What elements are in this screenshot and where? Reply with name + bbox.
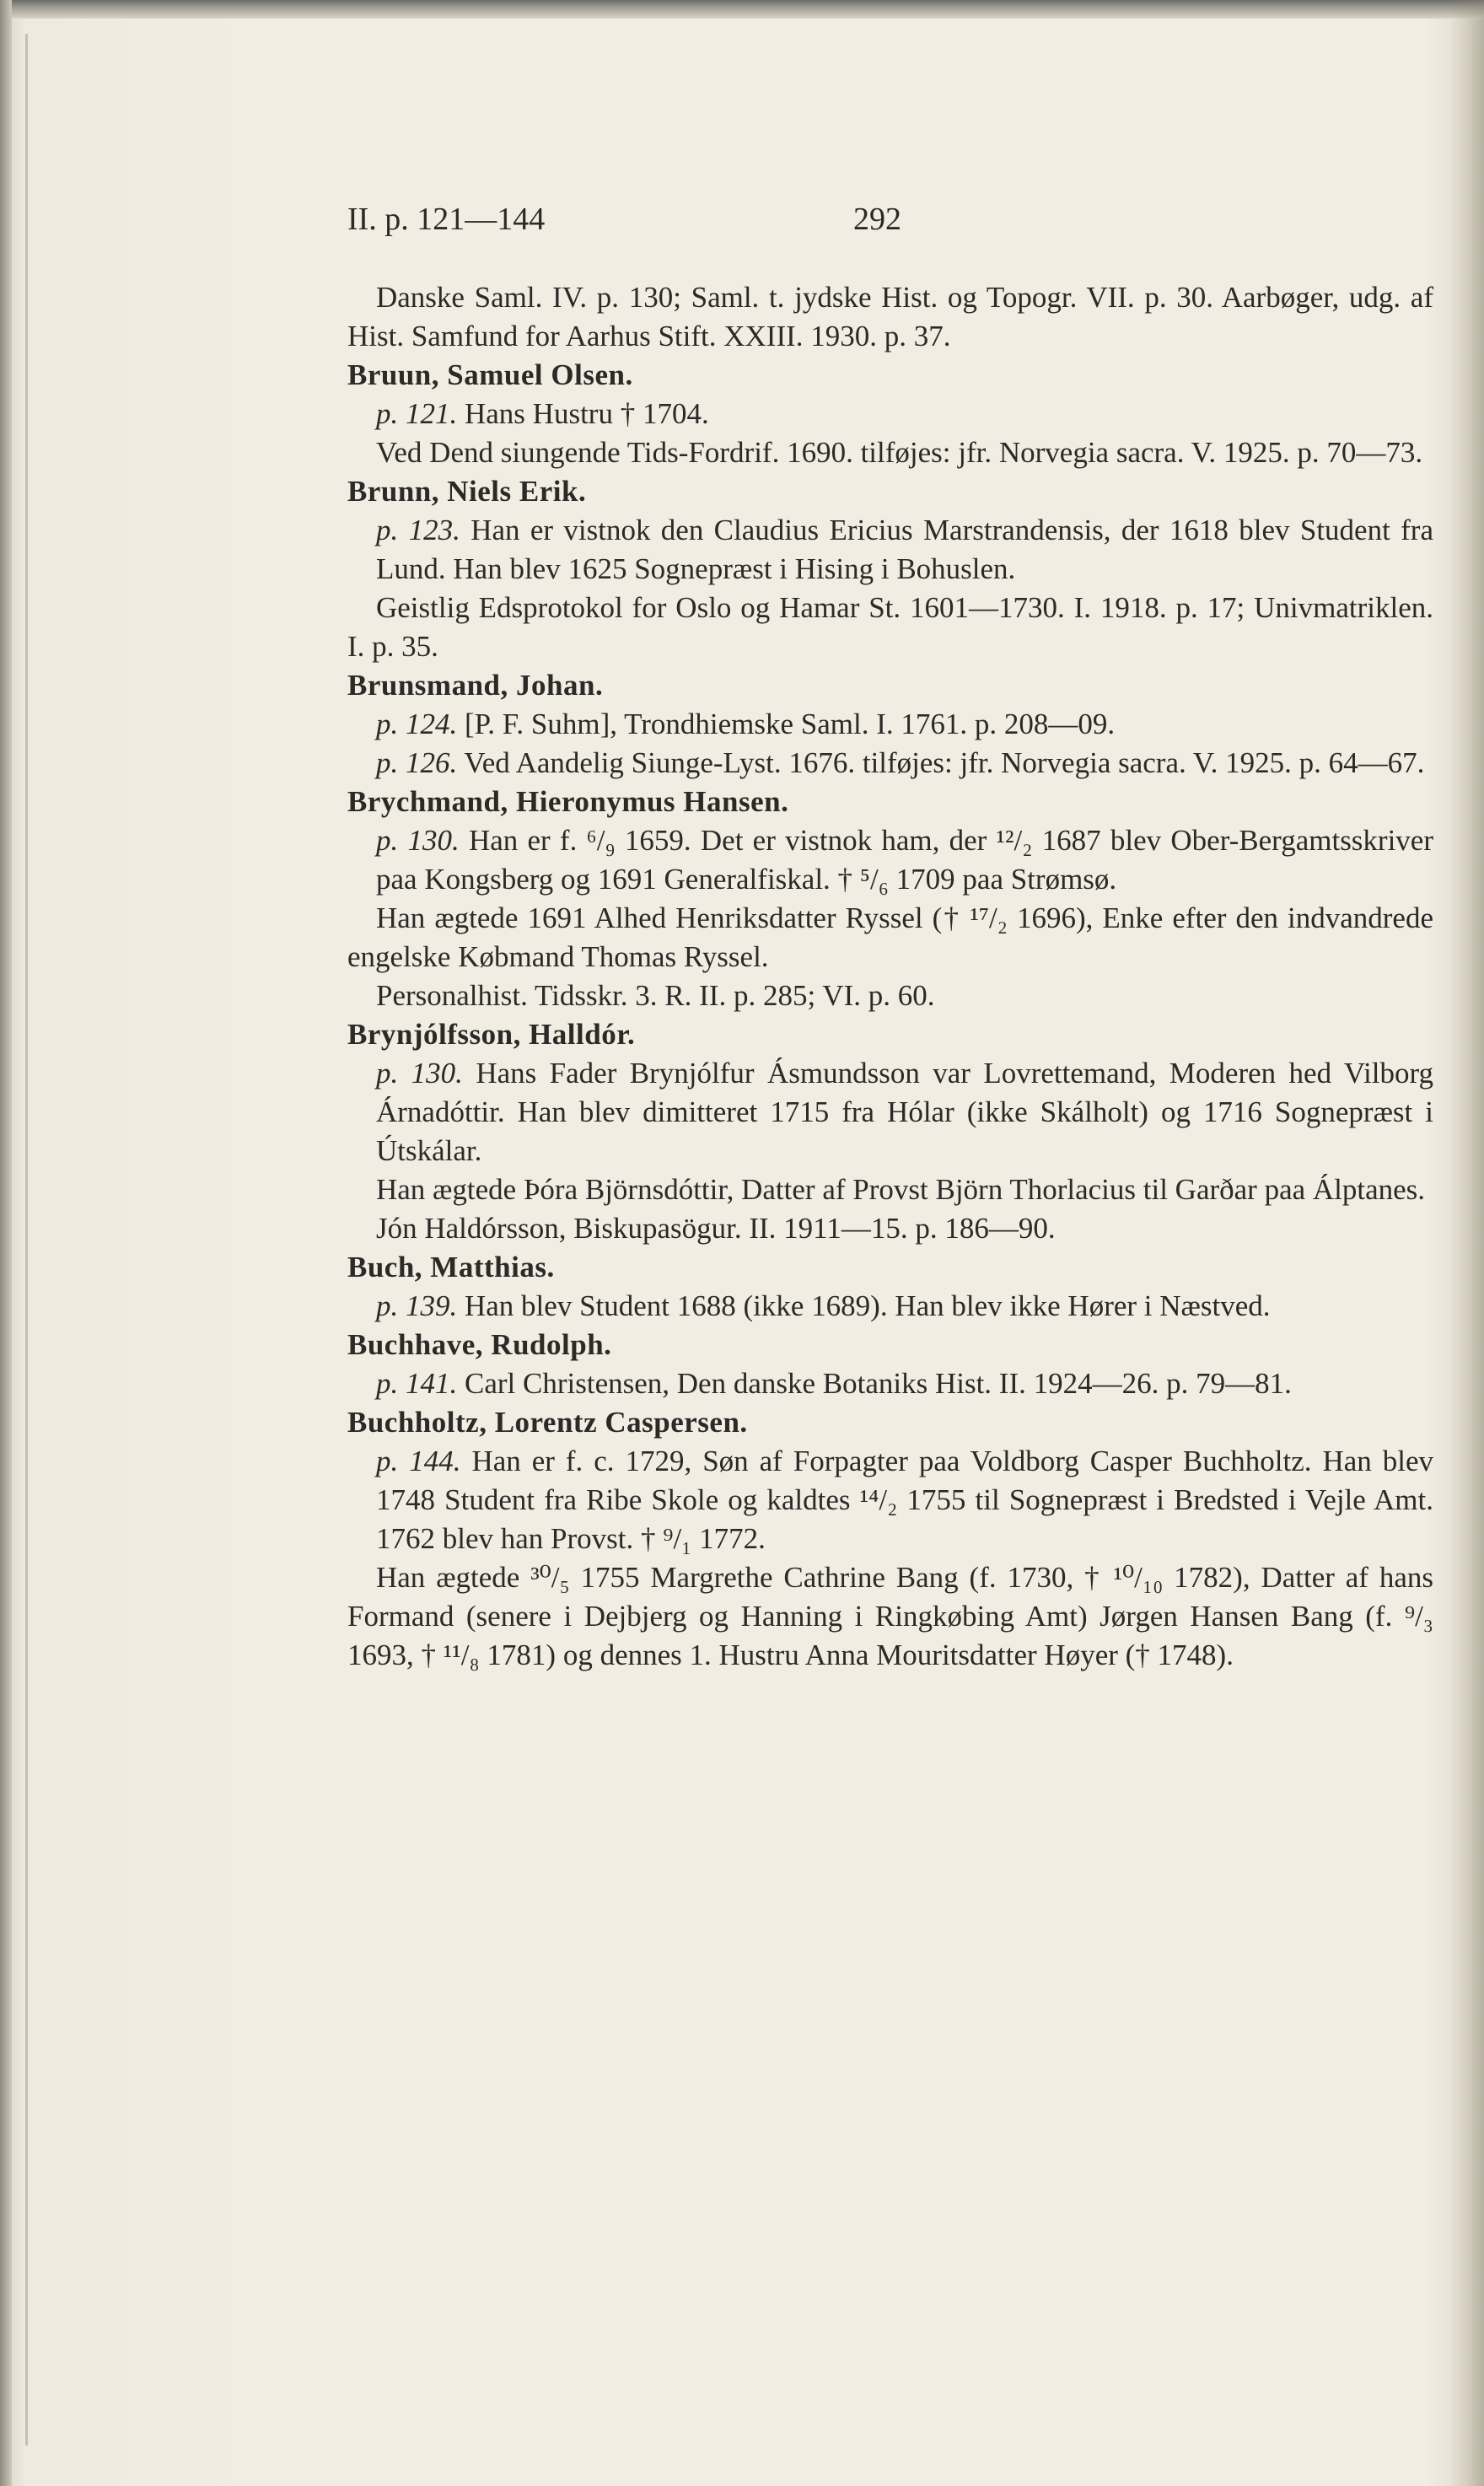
paragraph-text: Jón Haldórsson, Biskupasögur. II. 1911—15. p. 186—90.: [376, 1212, 1056, 1245]
page-reference: p. 121.: [376, 397, 458, 430]
entry-heading: Brychmand, Hieronymus Hansen.: [347, 785, 789, 818]
entry-reference-paragraph: [347, 705, 1433, 744]
page-edge-right: [1450, 0, 1484, 2486]
paragraph-text: Han ægtede ³⁰/₅ 1755 Margrethe Cathrine Bang (f. 1730, † ¹⁰/₁₀ 1782), Datter af hans Formand (senere i Dejbjerg og Hanning i Ringkøbing Amt) Jørgen Hansen Bang (f. ⁹/₃ 1693, † ¹¹/₈ 1781) og dennes 1. Hustru Anna Mouritsdatter Høyer († 1748).: [347, 1561, 1433, 1671]
paragraph-text: Personalhist. Tidsskr. 3. R. II. p. 285; VI. p. 60.: [376, 979, 935, 1012]
entry-paragraph: [347, 1170, 1433, 1209]
paragraph-text: Geistlig Edsprotokol for Oslo og Hamar St. 1601—1730. I. 1918. p. 17; Univmatriklen. I. p. 35.: [347, 591, 1433, 663]
page-body: [347, 278, 1433, 1675]
entry: [347, 1326, 1433, 1403]
page-reference: p. 144.: [376, 1445, 461, 1477]
page-number: 292: [853, 202, 901, 237]
page-reference: p. 130.: [376, 824, 460, 857]
page-range: II. p. 121—144: [347, 202, 546, 237]
entry-paragraph: [347, 899, 1433, 977]
entry-paragraph: [347, 589, 1433, 666]
paragraph-text: Han ægtede 1691 Alhed Henriksdatter Ryssel († ¹⁷/₂ 1696), Enke efter den indvandrede engelske Købmand Thomas Ryssel.: [347, 901, 1433, 973]
entry: [347, 1403, 1433, 1675]
page-reference: p. 126.: [376, 746, 458, 779]
paragraph-text: Han blev Student 1688 (ikke 1689). Han blev ikke Hører i Næstved.: [465, 1289, 1271, 1322]
entry-paragraph: [347, 977, 1433, 1015]
entry-reference-paragraph: [347, 1287, 1433, 1326]
entry-paragraph: [347, 1209, 1433, 1248]
entry: [347, 666, 1433, 783]
entry-reference-paragraph: [347, 395, 1433, 433]
page-reference: p. 123.: [376, 514, 460, 546]
entry-reference-paragraph: [347, 1442, 1433, 1558]
paragraph-text: Han er f. c. 1729, Søn af Forpagter paa Voldborg Casper Buchholtz. Han blev 1748 Student fra Ribe Skole og kaldtes ¹⁴/₂ 1755 til Sognepræst i Bredsted i Vejle Amt. 1762 blev han Provst. † ⁹/₁ 1772.: [376, 1445, 1433, 1555]
paragraph-text: Han er f. ⁶/₉ 1659. Det er vistnok ham, der ¹²/₂ 1687 blev Ober-Bergamtsskriver paa Kongsberg og 1691 Generalfiskal. † ⁵/₆ 1709 paa Strømsø.: [376, 824, 1433, 896]
page-edge-left: [0, 0, 12, 2486]
entry-reference-paragraph: [347, 744, 1433, 783]
paragraph-text: Han ægtede Þóra Björnsdóttir, Datter af Provst Björn Thorlacius til Garðar paa Álptanes.: [376, 1173, 1426, 1206]
page-reference: p. 130.: [376, 1057, 463, 1090]
entry-reference-paragraph: [347, 1364, 1433, 1403]
entry: [347, 356, 1433, 472]
entry-heading: Buchholtz, Lorentz Caspersen.: [347, 1406, 748, 1439]
paragraph-text: Danske Saml. IV. p. 130; Saml. t. jydske Hist. og Topogr. VII. p. 30. Aarbøger, udg. af Hist. Samfund for Aarhus Stift. XXIII. 1930. p. 37.: [347, 281, 1433, 352]
entry-paragraph: [347, 1558, 1433, 1675]
entry-reference-paragraph: [347, 511, 1433, 589]
paragraph-text: Ved Aandelig Siunge-Lyst. 1676. tilføjes: jfr. Norvegia sacra. V. 1925. p. 64—67.: [464, 746, 1425, 779]
paragraph-text: Hans Hustru † 1704.: [465, 397, 709, 430]
entry-heading: Brunsmand, Johan.: [347, 669, 604, 702]
page-edge-top: [0, 0, 1484, 19]
entry: [347, 472, 1433, 666]
entry-paragraph: [347, 278, 1433, 356]
page-reference: p. 139.: [376, 1289, 458, 1322]
page-reference: p. 124.: [376, 708, 458, 740]
page-reference: p. 141.: [376, 1367, 458, 1400]
entry-reference-paragraph: [347, 1054, 1433, 1170]
entry-heading: Brunn, Niels Erik.: [347, 475, 587, 508]
entry-reference-paragraph: [347, 821, 1433, 899]
paragraph-text: Hans Fader Brynjólfur Ásmundsson var Lovrettemand, Moderen hed Vilborg Árnadóttir. Han blev dimitteret 1715 fra Hólar (ikke Skálholt) og 1716 Sognepræst i Útskálar.: [376, 1057, 1434, 1167]
entry: [347, 1015, 1433, 1248]
entry: [347, 783, 1433, 1015]
paragraph-text: Ved Dend siungende Tids-Fordrif. 1690. tilføjes: jfr. Norvegia sacra. V. 1925. p. 70—73.: [376, 436, 1423, 469]
entry-heading: Buch, Matthias.: [347, 1251, 555, 1283]
entry: [347, 1248, 1433, 1326]
entry-heading: Bruun, Samuel Olsen.: [347, 358, 633, 391]
entry-heading: Brynjólfsson, Halldór.: [347, 1018, 636, 1051]
entry: [347, 278, 1433, 356]
running-header: [347, 201, 938, 243]
binding-line: [25, 34, 28, 2446]
paragraph-text: Han er vistnok den Claudius Ericius Marstrandensis, der 1618 blev Student fra Lund. Han blev 1625 Sognepræst i Hising i Bohuslen.: [376, 514, 1433, 585]
entry-paragraph: [347, 433, 1433, 472]
entry-heading: Buchhave, Rudolph.: [347, 1328, 612, 1361]
paragraph-text: Carl Christensen, Den danske Botaniks Hist. II. 1924—26. p. 79—81.: [465, 1367, 1292, 1400]
paragraph-text: [P. F. Suhm], Trondhiemske Saml. I. 1761. p. 208—09.: [465, 708, 1116, 740]
